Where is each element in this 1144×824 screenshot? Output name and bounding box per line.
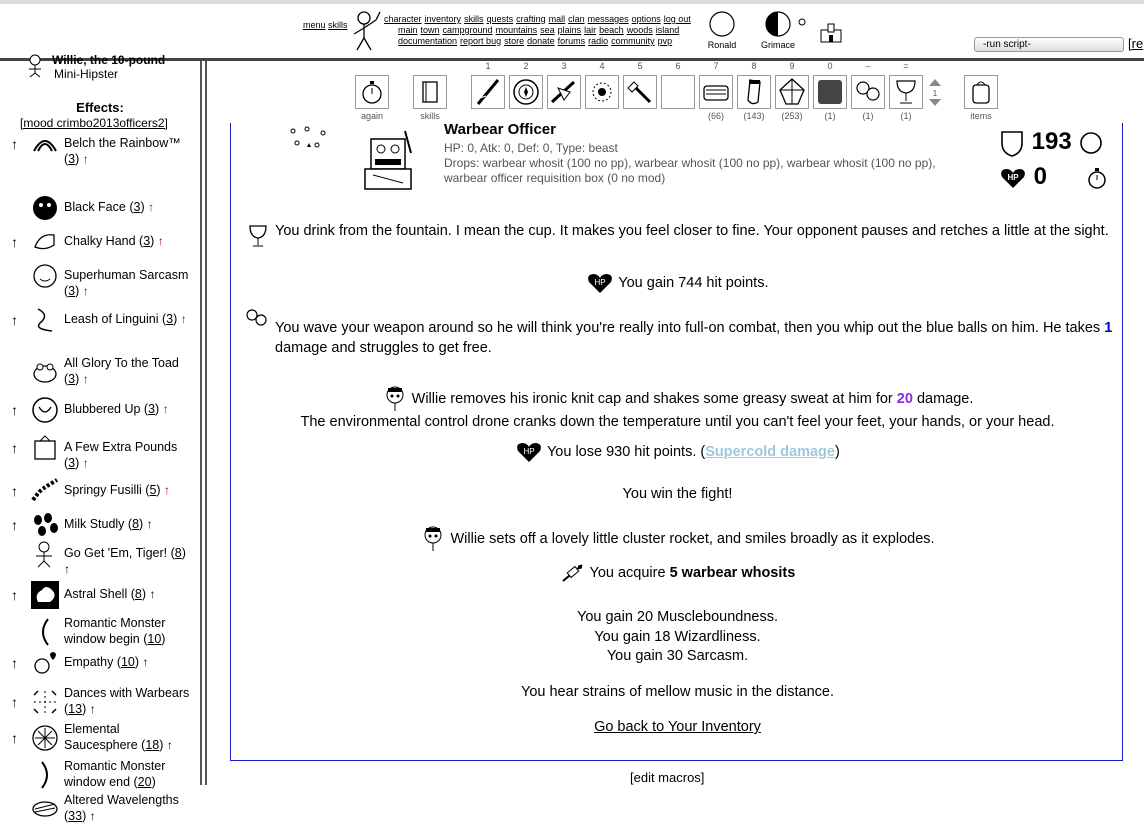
willie-icon [382,385,408,413]
effect-duration[interactable]: 10 [147,632,162,646]
nav-link-character[interactable]: character [384,14,422,24]
effect-name[interactable]: Superhuman Sarcasm [64,268,189,282]
hp-heart-icon [586,271,614,295]
acquired-item-name[interactable]: 5 warbear whosits [669,564,796,581]
book-icon [414,76,446,108]
effect-label: Blubbered Up (3) ↑ [64,402,169,416]
effect-name[interactable]: Springy Fusilli [64,483,142,497]
action-slot-5[interactable] [623,75,657,109]
shrug-arrow-icon[interactable]: ↑ [11,136,18,152]
moon-ronald-icon [708,10,736,38]
acquire-text: You acquire [589,564,670,581]
nav-link-documentation[interactable]: documentation [398,36,458,46]
extend-arrow-icon[interactable]: ↑ [149,587,156,601]
action-slot-3[interactable] [547,75,581,109]
shield-icon [999,129,1025,157]
effect-name[interactable]: Belch the Rainbow™ [64,136,181,150]
effect-label: Go Get 'Em, Tiger! (8) ↑ [64,546,186,576]
extend-arrow-icon[interactable]: ↑ [157,234,164,248]
slot-item-count: (253) [781,111,803,121]
action-slot-1[interactable] [471,75,505,109]
effect-name[interactable]: Milk Studly [64,517,125,531]
effect-duration[interactable]: 3 [148,402,156,416]
action-slot-12[interactable] [889,75,923,109]
effect-duration[interactable]: 5 [149,483,157,497]
nav-row-3 [384,36,694,47]
monster-stat-line: HP: 0, Atk: 0, Def: 0, Type: beast [444,141,618,155]
hp-heart-icon [999,166,1027,190]
extend-arrow-icon[interactable]: ↑ [142,655,149,669]
shrug-arrow-icon[interactable]: ↑ [11,517,18,533]
fight-text-drone: The environmental control drone cranks down the temperature until you can't feel your feet, your hands, or your head. [300,414,1055,430]
slot-hotkey-4: 4 [599,61,605,71]
extend-arrow-icon[interactable]: ↑ [82,284,89,298]
shrug-arrow-icon[interactable]: ↑ [11,402,18,418]
nav-link-log-out[interactable]: log out [663,14,691,24]
effect-blubbered-up-icon[interactable] [30,395,60,425]
effect-name[interactable]: A Few Extra Pounds [64,440,178,454]
monster-drops: Drops: warbear whosit (100 no pp), warbear whosit (100 no pp), warbear whosit (100 no pp), warbear officer requisition box (0 no mod) [444,156,936,185]
extend-arrow-icon[interactable]: ↑ [146,517,153,531]
nav-link-woods[interactable]: woods [626,25,653,35]
slot-hotkey-8: 8 [751,61,757,71]
nav-link-clan[interactable]: clan [568,14,585,24]
effect-name[interactable]: Astral Shell [64,587,128,601]
action-slot-5-icon [624,76,656,108]
back-to-inventory-link[interactable] [231,717,1124,737]
effect-duration[interactable]: 8 [174,546,182,560]
run-script-select[interactable]: -run script- [974,37,1124,52]
nav-link-radio[interactable]: radio [588,36,609,46]
hp-heart-label: HP [1007,172,1019,182]
action-slot-11-icon [852,76,884,108]
effect-label: Empathy (10) ↑ [64,655,149,669]
sparkle-effect-icon [287,125,331,151]
slot-hotkey-6: 6 [675,61,681,71]
action-slot-1-icon [472,76,504,108]
nav-link-forums[interactable]: forums [557,36,586,46]
effect-romantic-monster-window-begin-icon[interactable] [30,617,60,647]
combat-action-bar [207,61,1144,123]
effect-label: Chalky Hand (3) ↑ [64,234,164,248]
nav-links [384,14,694,47]
effect-label: Leash of Linguini (3) ↑ [64,312,187,326]
stat-gain-muscle: You gain 20 Muscleboundness. [576,609,778,625]
effect-duration[interactable]: 3 [68,152,76,166]
again-button[interactable] [355,75,389,109]
action-slot-11[interactable] [851,75,885,109]
player-hp-display [999,163,1110,191]
effect-altered-wavelengths-icon[interactable] [30,794,60,824]
slot-item-count: (1) [824,111,836,121]
bar-page-number: 1 [932,89,938,98]
fight-text-wave [275,318,1115,358]
shrug-arrow-icon[interactable]: ↑ [11,655,18,671]
slot-item-count: (143) [743,111,765,121]
circle-icon [1078,130,1104,156]
nav-link-crafting[interactable]: crafting [516,14,546,24]
shrug-arrow-icon[interactable]: ↑ [11,312,18,328]
familiar-name[interactable]: Willie, the 10-pound [52,53,166,67]
extend-arrow-icon[interactable]: ↑ [82,372,89,386]
nav-link-plains[interactable]: plains [557,25,582,35]
extend-arrow-icon[interactable]: ↑ [64,562,70,576]
effect-duration[interactable]: 10 [120,655,135,669]
character-avatar-icon[interactable] [350,10,382,52]
moon-grimace [758,10,798,50]
extend-arrow-icon[interactable]: ↑ [162,402,169,416]
slot-hotkey-3: 3 [561,61,567,71]
backpack-icon [965,76,997,108]
nav-link-beach[interactable]: beach [599,25,624,35]
skills-link[interactable]: skills [328,20,348,30]
moon-ronald-label: Ronald [707,40,737,50]
slot-hotkey-10: 0 [827,61,833,71]
effect-duration[interactable]: 3 [143,234,151,248]
effect-label: Black Face (3) ↑ [64,200,155,214]
nav-link-lair[interactable]: lair [584,25,597,35]
monster-name: Warbear Officer [444,121,556,138]
extend-arrow-icon[interactable]: ↑ [180,312,187,326]
lose-hp-text: You lose 930 hit points. ( [546,443,706,460]
nav-row-2 [384,25,694,36]
slot-item-count: (1) [900,111,912,121]
hp-heart-icon [515,440,543,464]
effect-milk-studly-icon[interactable] [30,510,60,540]
action-slot-7[interactable] [699,75,733,109]
shrug-arrow-icon[interactable]: ↑ [11,440,18,456]
extend-arrow-icon[interactable]: ↑ [82,456,89,470]
willie-icon [420,525,446,553]
refresh-link[interactable]: [re [1128,36,1144,51]
hamster-moon-icon [798,18,806,26]
warbear-officer-image [353,125,423,193]
player-stat-value: 0 [1033,163,1048,190]
effect-duration[interactable]: 3 [68,456,76,470]
nav-link-mountains[interactable]: mountains [495,25,538,35]
effect-springy-fusilli-icon[interactable] [30,476,60,506]
effect-name[interactable]: Leash of Linguini [64,312,159,326]
effect-name[interactable]: Chalky Hand [64,234,136,248]
effect-label: Springy Fusilli (5) ↑ [64,483,171,497]
slot-hotkey-5: 5 [637,61,643,71]
moon-grimace-label: Grimace [760,40,795,50]
hp-heart-label: HP [594,278,607,287]
stat-gain-moxie: You gain 30 Sarcasm. [606,648,749,664]
fight-text-music: You hear strains of mellow music in the distance. [521,684,834,700]
effect-a-few-extra-pounds-icon[interactable] [30,433,60,463]
fight-text-drink: You drink from the fountain. I mean the cup. It makes you feel closer to fine. Your opponent pauses and retches a little at the sight. [275,223,1109,239]
extend-arrow-icon[interactable]: ↑ [164,483,171,497]
blue-balls-icon [244,307,270,327]
wave-damage: 1 [1104,320,1113,336]
effect-duration[interactable]: 3 [68,284,76,298]
shrug-arrow-icon[interactable]: ↑ [11,234,18,250]
back-to-inventory-text[interactable]: Go back to Your Inventory [594,719,761,735]
slot-hotkey-7: 7 [713,61,719,71]
again-label: again [360,111,384,121]
effect-label: Dances with Warbears (13) ↑ [64,686,190,716]
moon-ronald [704,10,740,50]
effect-duration[interactable]: 18 [145,738,160,752]
effect-duration[interactable]: 13 [68,702,83,716]
stat-gain-mysticality: You gain 18 Wizardliness. [594,629,761,645]
items-label: items [970,111,992,121]
slot-hotkey-9: 9 [789,61,795,71]
fight-text-acquire [231,561,1124,585]
effect-name[interactable]: Dances with Warbears [64,686,190,700]
willie-sweat-damage: 20 [896,390,913,407]
effects-title: Effects: [76,100,124,115]
effect-duration[interactable]: 8 [134,587,142,601]
nav-link-pvp[interactable]: pvp [657,36,673,46]
effect-elemental-saucesphere-icon[interactable] [30,723,60,753]
effect-go-get-em-tiger-icon[interactable] [30,539,60,569]
gain-hp-text: You gain 744 hit points. [618,274,769,291]
extend-arrow-icon[interactable]: ↑ [148,200,155,214]
familiar-type: Mini-Hipster [54,67,119,81]
fight-text-win: You win the fight! [622,486,733,502]
effect-duration[interactable]: 3 [133,200,141,214]
shrug-arrow-icon[interactable]: ↑ [11,587,18,603]
fight-text-lose-hp [231,440,1124,464]
shrug-arrow-icon[interactable]: ↑ [11,730,18,746]
frame-divider[interactable] [200,61,207,785]
edit-macros-link[interactable]: [edit macros] [630,770,705,785]
effect-name[interactable]: Romantic Monster window begin [64,616,166,646]
extend-arrow-icon[interactable]: ↑ [82,152,89,166]
top-nav-bar [0,0,1144,61]
effect-name[interactable]: All Glory To the Toad [64,356,179,370]
extend-arrow-icon[interactable]: ↑ [89,702,96,716]
effect-name[interactable]: Elemental Saucesphere [64,722,138,752]
effect-label: A Few Extra Pounds (3) ↑ [64,440,178,470]
effect-label: Altered Wavelengths (33) ↑ [64,793,179,823]
effect-name[interactable]: Romantic Monster window end [64,759,166,789]
action-slot-8[interactable] [737,75,771,109]
action-slot-9[interactable] [775,75,809,109]
character-pane [0,53,200,823]
effect-label: Romantic Monster window end (20) [64,759,166,789]
extend-arrow-icon[interactable]: ↑ [89,809,96,823]
cup-icon [247,223,269,249]
supercold-damage-link[interactable]: Supercold damage [705,443,835,460]
action-slot-9-icon [776,76,808,108]
slot-hotkey-12: = [903,61,909,71]
nav-link-messages[interactable]: messages [587,14,629,24]
effect-duration[interactable]: 8 [132,517,140,531]
effect-astral-shell-icon[interactable] [30,580,60,610]
items-button[interactable] [964,75,998,109]
slot-hotkey-11: – [865,61,871,71]
menu-links [303,20,348,30]
wave-text-a: You wave your weapon around so he will think you're really into full-on combat, then you whip out the blue balls on him. He takes [275,320,1105,336]
action-slot-6[interactable] [661,75,695,109]
action-slot-10-icon [814,76,846,108]
effect-duration[interactable]: 33 [68,809,83,823]
menu-link[interactable]: menu [303,20,326,30]
nav-link-island[interactable]: island [655,25,680,35]
effect-name[interactable]: Altered Wavelengths [64,793,179,807]
bar-page-arrows[interactable] [927,77,943,107]
stopwatch-icon [356,76,388,108]
skills-label: skills [420,111,440,121]
effect-black-face-icon[interactable] [30,193,60,223]
monster-stats [444,141,964,186]
effect-name[interactable]: Blubbered Up [64,402,141,416]
lose-hp-end: ) [834,443,840,460]
monster-hp-value: 193 [1031,128,1072,155]
nav-link-inventory[interactable]: inventory [424,14,462,24]
action-slot-4[interactable] [585,75,619,109]
nav-link-skills[interactable]: skills [464,14,484,24]
moon-grimace-icon [764,10,792,38]
action-slot-2[interactable] [509,75,543,109]
nav-link-store[interactable]: store [504,36,525,46]
action-slot-3-icon [548,76,580,108]
effect-leash-of-linguini-icon[interactable] [30,305,60,335]
fight-text-willie-rocket [231,525,1124,553]
nav-link-donate[interactable]: donate [527,36,555,46]
effect-label: Milk Studly (8) ↑ [64,517,153,531]
action-slot-2-icon [510,76,542,108]
nav-link-report-bug[interactable]: report bug [460,36,502,46]
shrug-arrow-icon[interactable]: ↑ [11,694,18,710]
effect-belch-the-rainbow-icon[interactable] [30,129,60,159]
wave-text-b: damage and struggles to get free. [275,340,492,356]
willie-sweat-a: Willie removes his ironic knit cap and shakes some greasy sweat at him for [411,390,897,407]
mood-link[interactable]: [mood crimbo2013officers2] [20,116,168,130]
effect-label: Superhuman Sarcasm (3) ↑ [64,268,189,298]
warbear-whosit-icon[interactable] [560,561,586,585]
nav-link-options[interactable]: options [631,14,661,24]
effect-duration[interactable]: 20 [137,775,152,789]
fight-results [230,123,1123,761]
effect-chalky-hand-icon[interactable] [30,227,60,257]
effect-label: All Glory To the Toad (3) ↑ [64,356,179,386]
effect-superhuman-sarcasm-icon[interactable] [30,261,60,291]
familiar-icon[interactable] [24,53,46,77]
fight-text-gain-hp [231,271,1124,295]
effect-empathy-icon[interactable] [30,648,60,678]
effect-name[interactable]: Black Face [64,200,126,214]
top-strip [0,0,1144,4]
effect-duration[interactable]: 3 [166,312,174,326]
nav-link-sea[interactable]: sea [540,25,555,35]
effect-name[interactable]: Go Get 'Em, Tiger! [64,546,168,560]
monster-hp-display [999,128,1104,157]
action-slot-12-icon [890,76,922,108]
action-slot-7-icon [700,76,732,108]
fight-text-willie-sweat [231,385,1124,413]
nav-link-community[interactable]: community [611,36,655,46]
action-slot-4-icon [586,76,618,108]
hp-heart-label: HP [523,447,535,456]
effect-dances-with-warbears-icon[interactable] [30,687,60,717]
effect-duration[interactable]: 3 [68,372,76,386]
effect-label: Astral Shell (8) ↑ [64,587,156,601]
nav-link-campground[interactable]: campground [442,25,493,35]
slot-item-count: (66) [707,111,724,121]
nav-link-town[interactable]: town [420,25,440,35]
shrug-arrow-icon[interactable]: ↑ [11,483,18,499]
skills-button[interactable] [413,75,447,109]
willie-rocket-text: Willie sets off a lovely little cluster rocket, and smiles broadly as it explodes. [450,530,935,547]
slot-hotkey-2: 2 [523,61,529,71]
nav-row-1 [384,14,694,25]
slot-item-count: (1) [862,111,874,121]
clan-castle-icon[interactable] [818,22,844,44]
effect-label: Belch the Rainbow™ (3) ↑ [64,136,181,166]
effect-all-glory-to-the-toad-icon[interactable] [30,357,60,387]
effect-label: Elemental Saucesphere (18) ↑ [64,722,173,752]
action-slot-10[interactable] [813,75,847,109]
effect-romantic-monster-window-end-icon[interactable] [30,760,60,790]
effect-label: Romantic Monster window begin (10) [64,616,166,646]
effect-name[interactable]: Empathy [64,655,114,669]
stopwatch-icon [1084,165,1110,191]
nav-link-quests[interactable]: quests [486,14,514,24]
slot-hotkey-1: 1 [485,61,491,71]
extend-arrow-icon[interactable]: ↑ [166,738,173,752]
nav-link-mall[interactable]: mall [548,14,566,24]
willie-sweat-b: damage. [912,390,974,407]
nav-link-main[interactable]: main [398,25,418,35]
action-slot-8-icon [738,76,770,108]
